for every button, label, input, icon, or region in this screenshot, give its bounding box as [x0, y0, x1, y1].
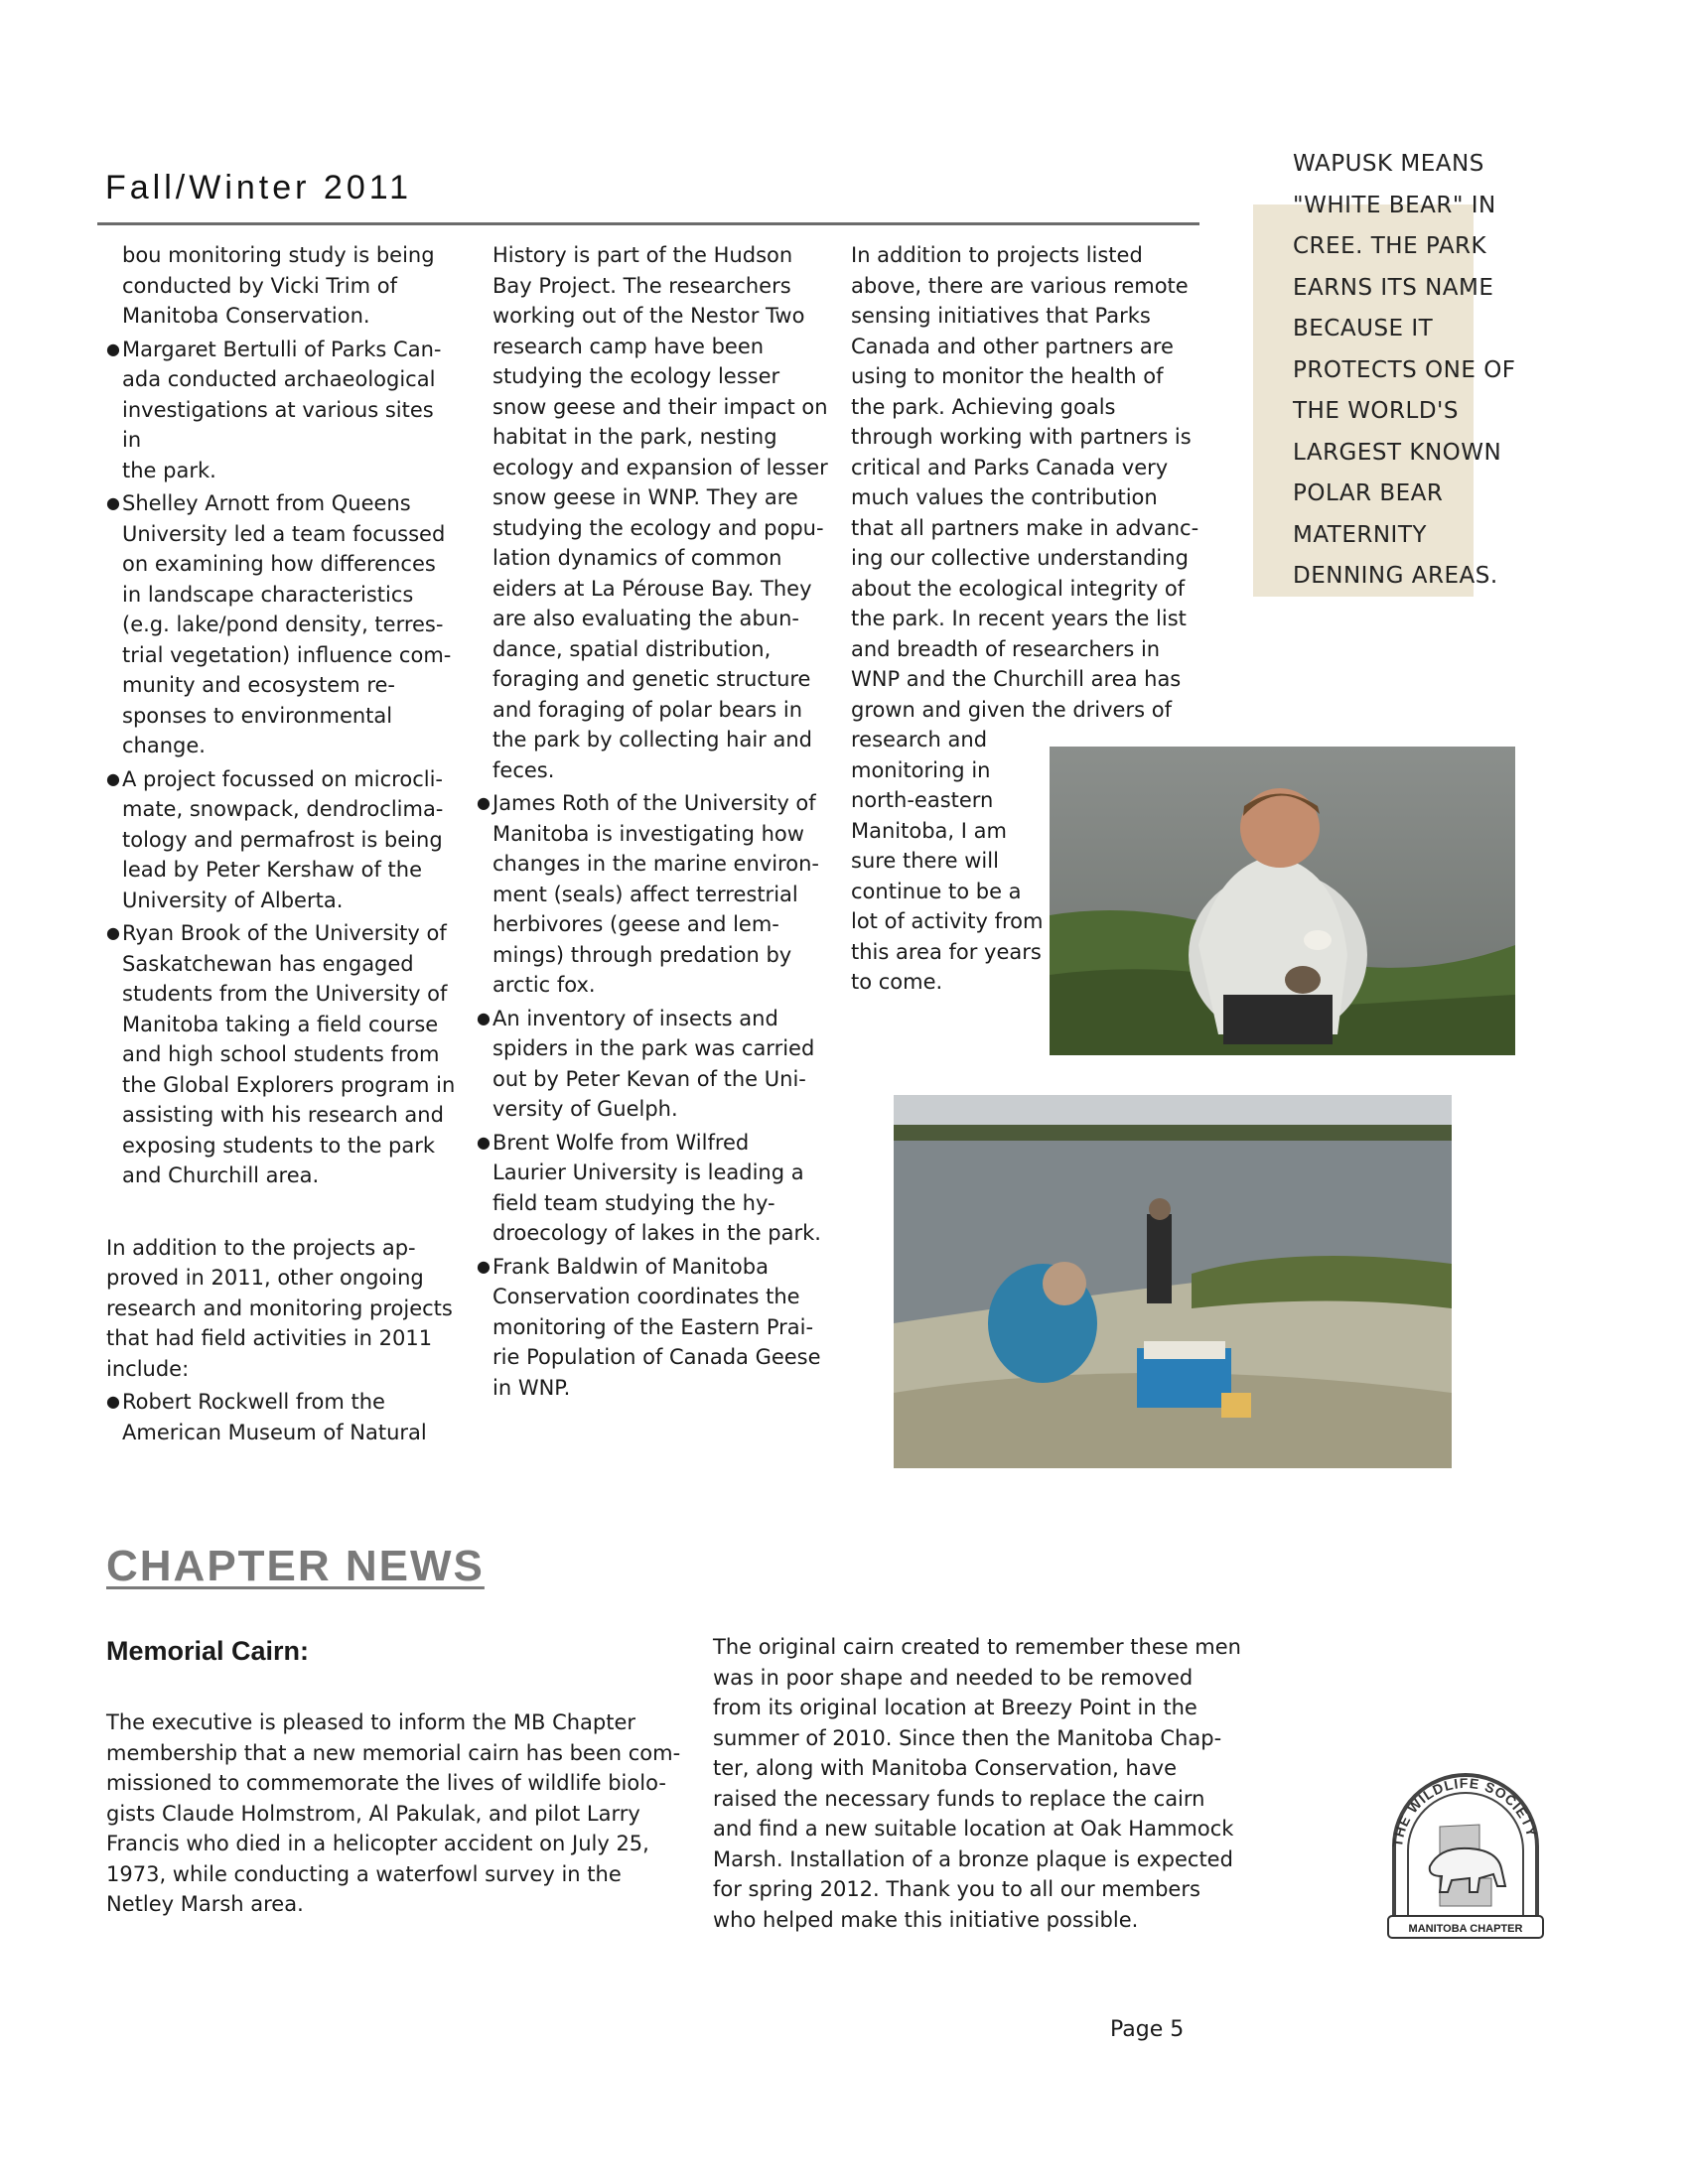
list-item: ● Shelley Arnott from Queens University led a team focussed on examining how differences in landscape characteristics (e.g. lake/pond density, terres- trial vegetation) influence com- munity and ecosystem re- sponses to environmental change. — [106, 491, 452, 757]
photo-researcher-by-lake — [1050, 747, 1515, 1055]
newsletter-issue-title: Fall/Winter 2011 — [105, 169, 413, 206]
list-item: ● An inventory of insects and spiders in the park was carried out by Peter Kevan of the Uni- versity of Guelph. — [477, 1006, 815, 1121]
list-item: ● James Roth of the University of Manitoba is investigating how changes in the marine environ- ment (seals) affect terrestrial herbivores (geese and lem- mings) through predation by arctic fox. — [477, 791, 819, 997]
memorial-cairn-heading: Memorial Cairn: — [106, 1636, 310, 1666]
col2-continuation: History is part of the Hudson Bay Project. The researchers working out of the Nestor Two research camp have been studying the ecology lesser snow geese and their impact on habitat in the park, nesting ecology and expansion of lesser snow geese in WNP. They are studying the ecology and popu- lation dynamics of common eiders at La Pérouse Bay. They are also evaluating the abun- dance, spatial distribution, foraging and genetic structure and foraging of polar bears in the park by collecting hair and feces. — [492, 243, 828, 782]
page-number: Page 5 — [1110, 2017, 1185, 2042]
sidebar-callout: WAPUSK MEANS "WHITE BEAR" IN CREE. THE PARK EARNS ITS NAME BECAUSE IT PROTECTS ONE OF THE WORLD'S LARGEST KNOWN POLAR BEAR MATERNITY DENNING AREAS. — [1293, 151, 1516, 589]
svg-text:MANITOBA CHAPTER: MANITOBA CHAPTER — [1408, 1923, 1523, 1935]
memorial-cairn-paragraph-1: The executive is pleased to inform the MB Chapter membership that a new memorial cairn has been com- missioned to commemorate the lives of wildlife biolo- gists Claude Holmstrom, Al Pakulak, and pilot Larry Francis who died in a helicopter accident on July 25, 1973, while conducting a waterfowl survey in the Netley Marsh area. — [106, 1710, 681, 1916]
col1-continuation: bou monitoring study is being conducted by Vicki Trim of Manitoba Conservation. — [122, 243, 435, 328]
list-item: ● Margaret Bertulli of Parks Can- ada conducted archaeological investigations at various sites in the park. — [106, 337, 442, 482]
list-item: ● Ryan Brook of the University of Saskatchewan has engaged students from the University of Manitoba taking a field course and high school students from the Global Explorers program in assisting with his research and exposing students to the park and Churchill area. — [106, 921, 456, 1187]
wildlife-society-logo — [1380, 1747, 1551, 1946]
memorial-cairn-paragraph-2: The original cairn created to remember these men was in poor shape and needed to be removed from its original location at Breezy Point in the summer of 2010. Since then the Manitoba Chap- ter, along with Manitoba Conservation, have raised the necessary funds to replace the cairn and find a new suitable location at Oak Hammock Marsh. Installation of a bronze plaque is expected for spring 2012. Thank you to all our members who helped make this initiative possible. — [713, 1635, 1241, 1932]
list-item: ● Brent Wolfe from Wilfred Laurier University is leading a field team studying the hy- droecology of lakes in the park. — [477, 1130, 821, 1245]
column-2 — [477, 240, 830, 1403]
chapter-news-heading: CHAPTER NEWS — [106, 1542, 485, 1590]
list-item: ● A project focussed on microcli- mate, snowpack, dendroclima- tology and permafrost is being lead by Peter Kershaw of the University of Alberta. — [106, 766, 444, 912]
photo-field-team-lakeshore — [894, 1095, 1452, 1468]
list-item: ● Frank Baldwin of Manitoba Conservation coordinates the monitoring of the Eastern Prai- rie Population of Canada Geese in WNP. — [477, 1254, 821, 1400]
list-item: ● Robert Rockwell from the American Museum of Natural — [106, 1390, 427, 1444]
column-1 — [106, 240, 459, 1447]
chapter-news-left-column — [106, 1707, 682, 1920]
header-rule — [97, 222, 1199, 225]
chapter-news-right-column — [713, 1632, 1249, 1935]
col3-paragraph: In addition to projects listed above, there are various remote sensing initiatives that Parks Canada and other partners are using to monitor the health of the park. Achieving goals through working with partners is critical and Parks Canada very much values the contribution that all partners make in advanc- ing our collective understanding about the ecological integrity of the park. In recent years the list and breadth of researchers in WNP and the Churchill area has grown and given the drivers of research and monitoring in north-eastern Manitoba, I am sure there will continue to be a lot of activity from this area for years to come. — [851, 243, 1199, 994]
svg-text:THE WILDLIFE SOCIETY: THE WILDLIFE SOCIETY — [1389, 1774, 1541, 1848]
col1-paragraph: In addition to the projects ap- proved in 2011, other ongoing research and monitoring projects that had field activities in 2011 include: — [106, 1235, 453, 1381]
